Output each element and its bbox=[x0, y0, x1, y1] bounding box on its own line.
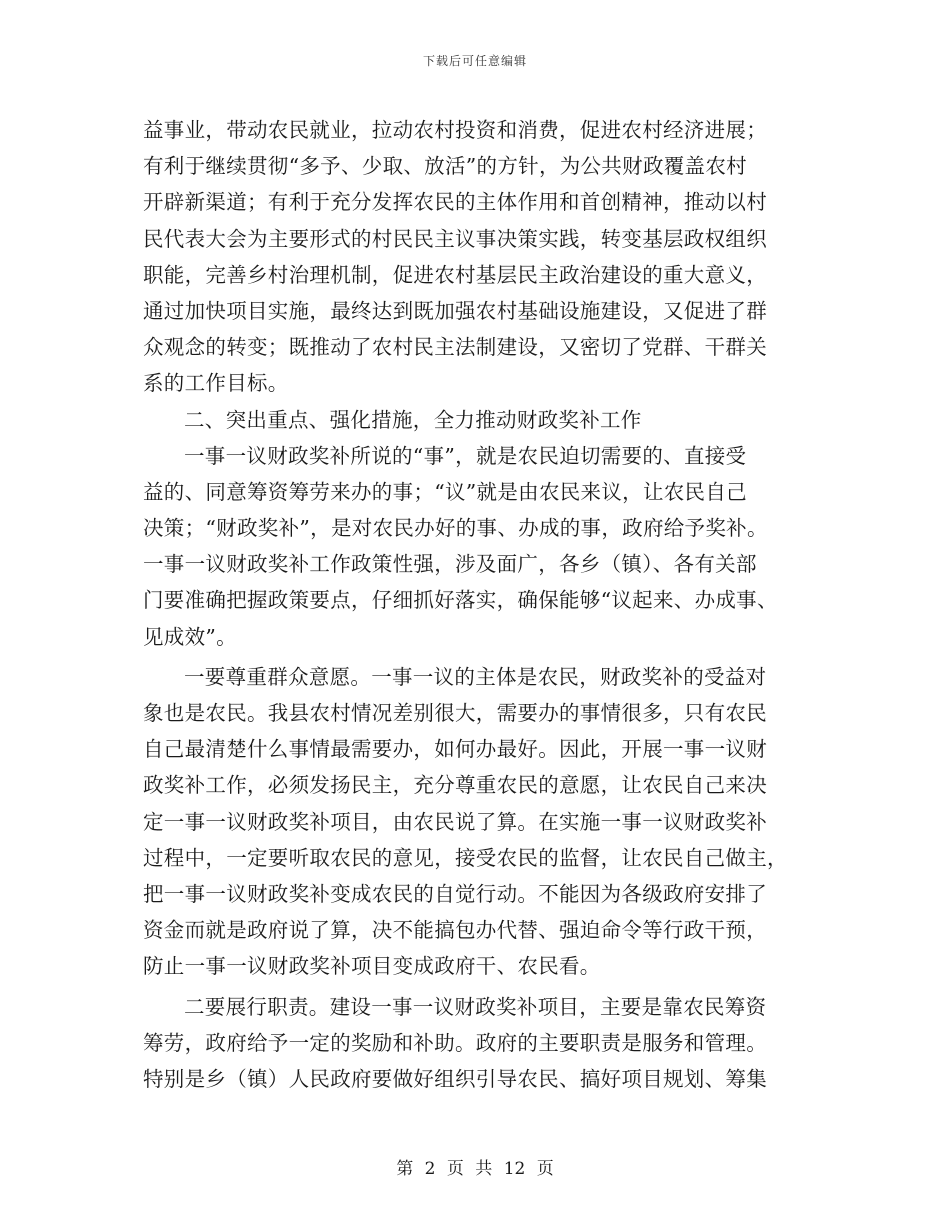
text-line: 过程中，一定要听取农民的意见，接受农民的监督，让农民自己做主， bbox=[143, 845, 788, 870]
text-line: 通过加快项目实施，最终达到既加强农村基础设施建设，又促进了群 bbox=[143, 298, 767, 323]
text-line: 定一事一议财政奖补项目，由农民说了算。在实施一事一议财政奖补 bbox=[143, 809, 767, 834]
text-line: 益事业，带动农民就业，拉动农村投资和消费，促进农村经济进展； bbox=[143, 118, 767, 142]
paragraph-5 bbox=[143, 989, 808, 1098]
text-line: 一事一议财政奖补所说的“事”，就是农民迫切需要的、直接受 bbox=[184, 443, 747, 468]
page-number-footer: 第 2 页 共 12 页 bbox=[396, 1159, 554, 1179]
text-line: 资金而就是政府说了算，决不能搞包办代替、强迫命令等行政干预， bbox=[143, 918, 767, 943]
text-line: 把一事一议财政奖补变成农民的自觉行动。不能因为各级政府安排了 bbox=[143, 881, 767, 906]
text-line: 二要展行职责。建设一事一议财政奖补项目，主要是靠农民筹资 bbox=[184, 994, 767, 1019]
text-line: 职能，完善乡村治理机制，促进农村基层民主政治建设的重大意义， bbox=[143, 262, 767, 287]
paragraph-3 bbox=[143, 438, 808, 655]
text-line: 门要准确把握政策要点，仔细抓好落实，确保能够“议起来、办成事、 bbox=[143, 588, 778, 613]
text-line: 决策；“财政奖补”，是对农民办好的事、办成的事，政府给予奖补。 bbox=[143, 516, 768, 541]
text-line: 有利于继续贯彻“多予、少取、放活”的方针，为公共财政覆盖农村 bbox=[143, 154, 747, 179]
text-line: 象也是农民。我县农村情况差别很大，需要办的事情很多，只有农民 bbox=[143, 701, 767, 725]
text-line: 政奖补工作，必须发扬民主，充分尊重农民的意愿，让农民自己来决 bbox=[143, 773, 767, 798]
text-line: 一事一议财政奖补工作政策性强，涉及面广，各乡（镇）、各有关部 bbox=[143, 552, 757, 577]
text-line: 系的工作目标。 bbox=[143, 371, 289, 396]
text-line: 开辟新渠道；有利于充分发挥农民的主体作用和首创精神，推动以村 bbox=[143, 190, 767, 215]
document-body bbox=[143, 112, 808, 1097]
section-heading-text: 二、突出重点、强化措施，全力推动财政奖补工作 bbox=[184, 407, 642, 432]
text-line: 筹劳，政府给予一定的奖励和补助。政府的主要职责是服务和管理。 bbox=[143, 1030, 767, 1055]
text-line: 众观念的转变；既推动了农村民主法制建设，又密切了党群、干群关 bbox=[143, 335, 767, 360]
paragraph-1 bbox=[143, 112, 808, 402]
text-line: 民代表大会为主要形式的村民民主议事决策实践，转变基层政权组织 bbox=[143, 226, 767, 251]
paragraph-4 bbox=[143, 659, 808, 985]
text-line: 一要尊重群众意愿。一事一议的主体是农民，财政奖补的受益对 bbox=[184, 664, 767, 689]
section-heading bbox=[143, 402, 808, 438]
page-header: 下载后可任意编辑 bbox=[422, 54, 527, 68]
text-line: 特别是乡（镇）人民政府要做好组织引导农民、搞好项目规划、筹集 bbox=[143, 1066, 767, 1091]
text-line: 防止一事一议财政奖补项目变成政府干、农民看。 bbox=[143, 954, 601, 979]
text-line: 自己最清楚什么事情最需要办，如何办最好。因此，开展一事一议财 bbox=[143, 737, 767, 762]
text-line: 益的、同意筹资筹劳来办的事；“议”就是由农民来议，让农民自己 bbox=[143, 479, 747, 504]
text-line: 见成效”。 bbox=[143, 624, 237, 649]
